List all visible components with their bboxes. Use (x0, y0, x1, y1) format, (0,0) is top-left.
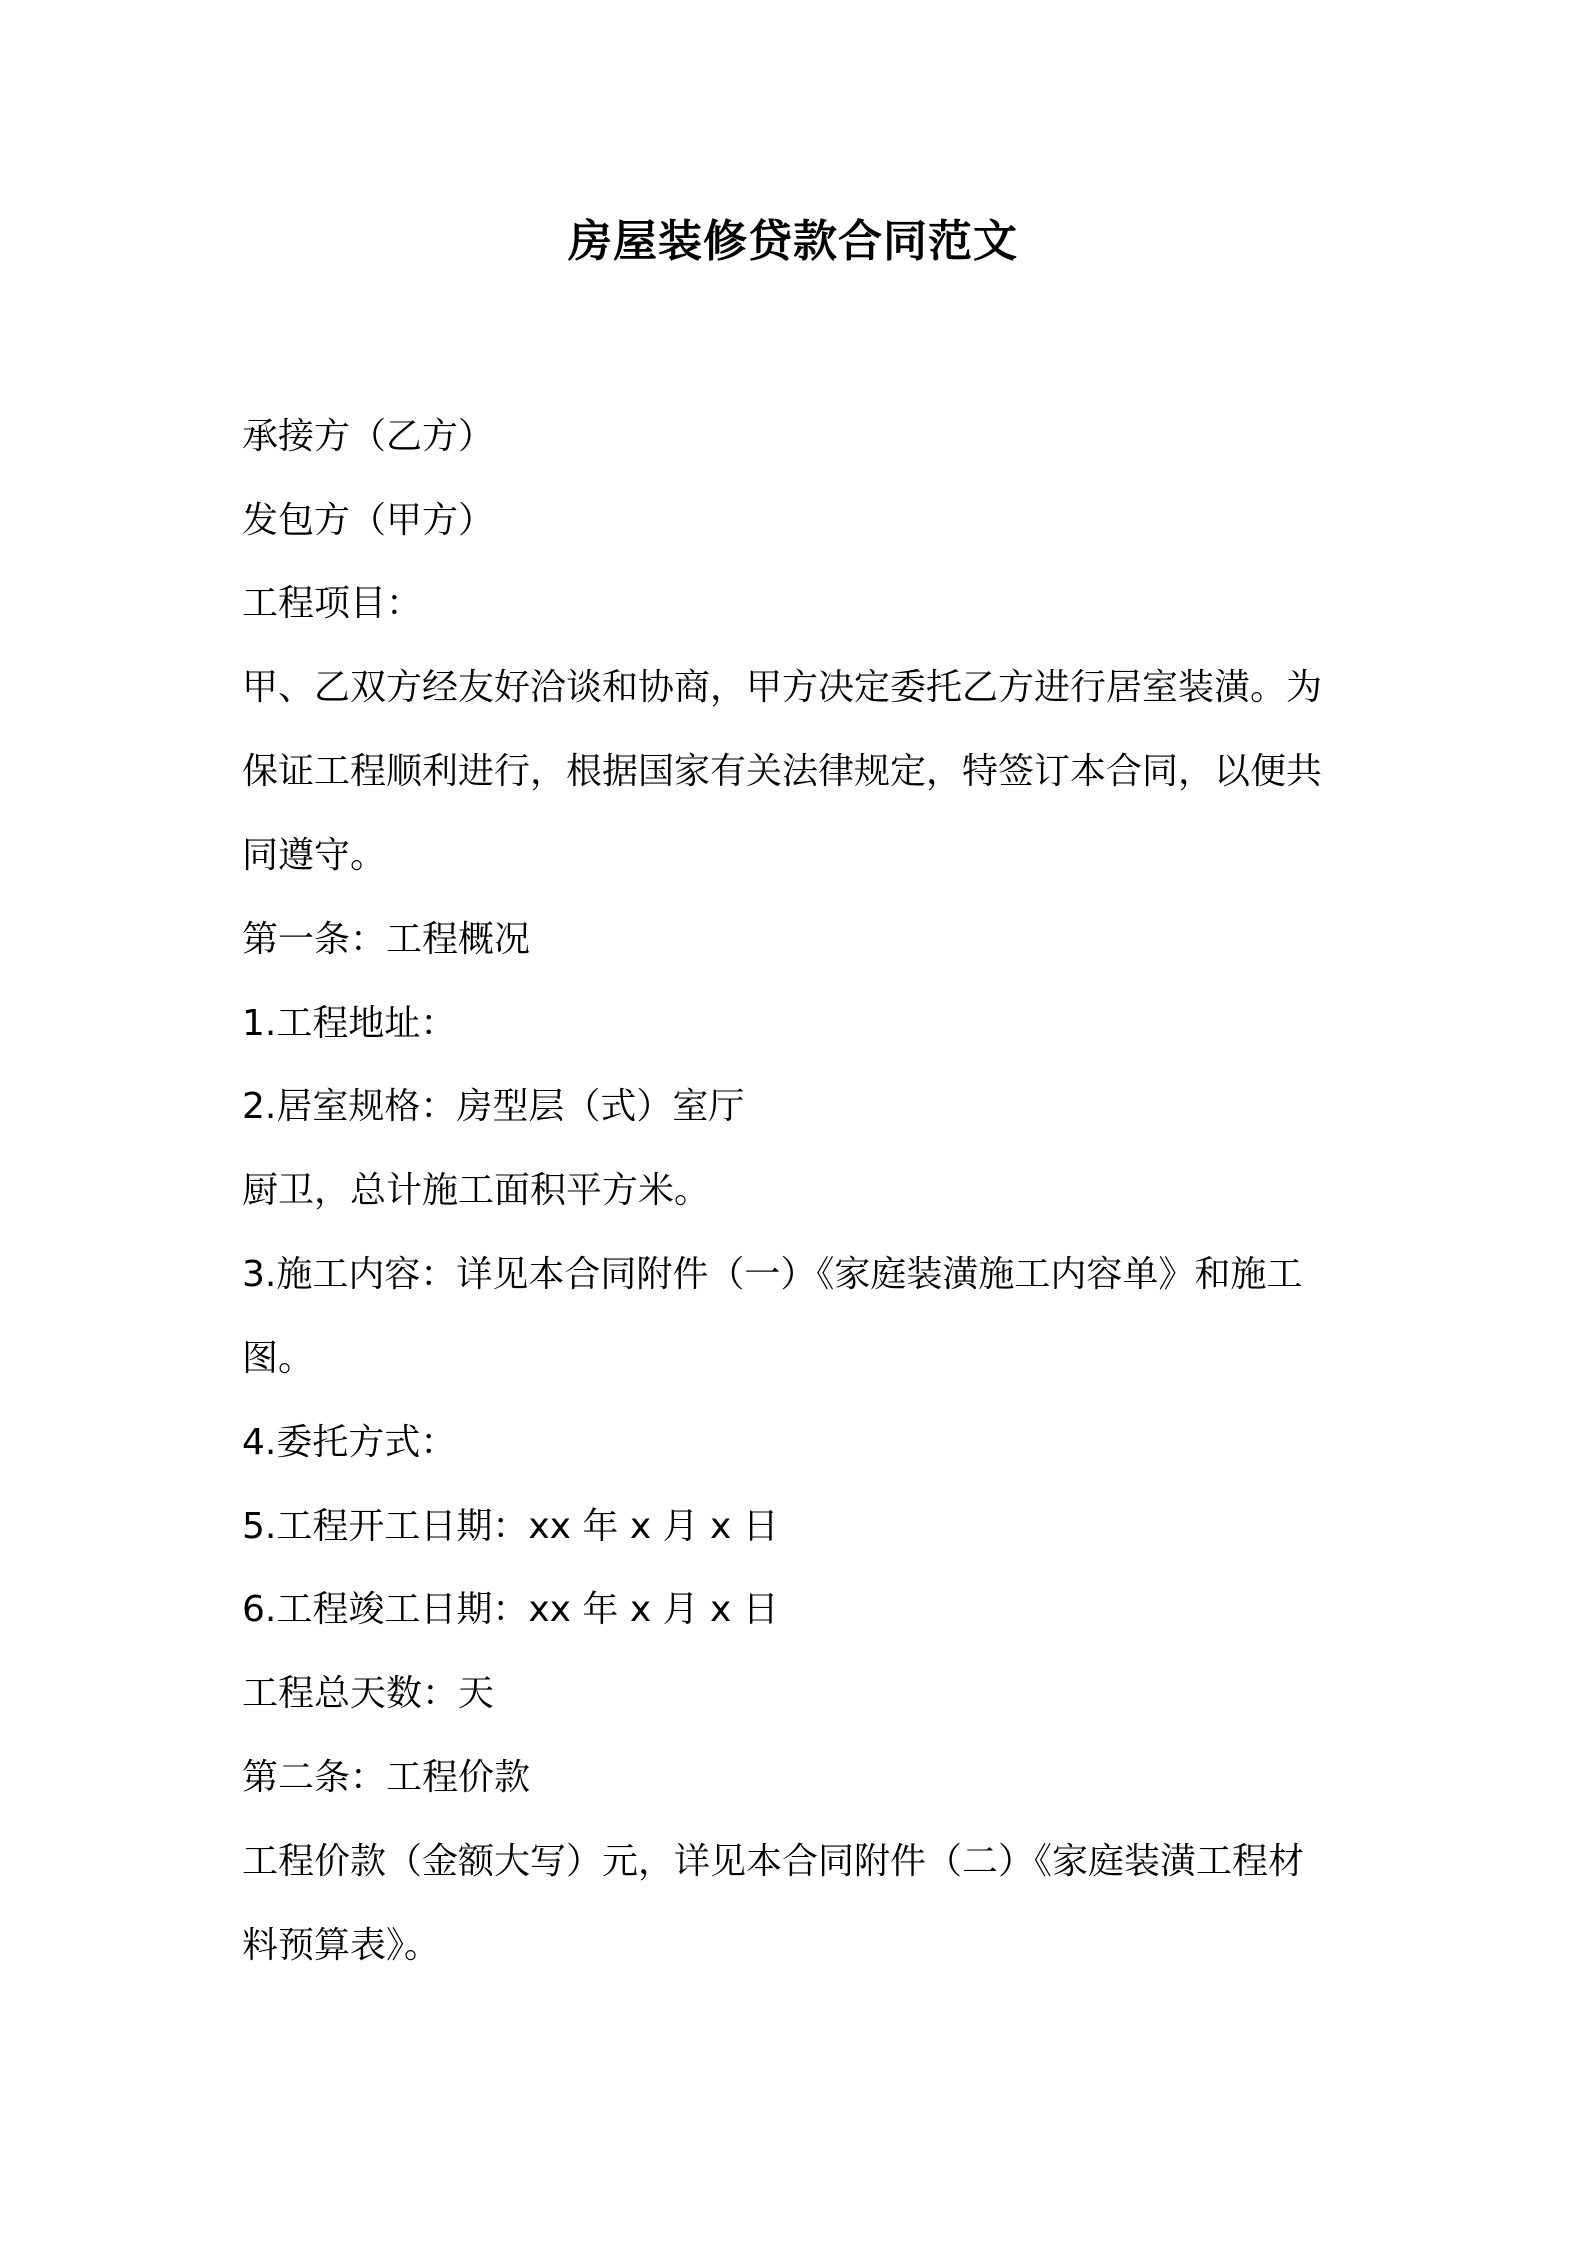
start-date-line: 5.工程开工日期：xx 年 x 月 x 日 (242, 1506, 779, 1547)
party-a-line: 发包方（甲方） (242, 500, 495, 541)
intro-paragraph-line-1: 甲、乙双方经友好洽谈和协商，甲方决定委托乙方进行居室装潢。为 (242, 667, 1323, 708)
completion-date-line: 6.工程竣工日期：xx 年 x 月 x 日 (242, 1589, 779, 1630)
document-title: 房屋装修贷款合同范文 (568, 216, 1018, 267)
project-address-line: 1.工程地址： (242, 1003, 457, 1044)
project-price-line-2: 料预算表》。 (242, 1925, 441, 1966)
room-spec-line: 2.居室规格：房型层（式）室厅 (242, 1086, 745, 1127)
commission-method-line: 4.委托方式： (242, 1422, 457, 1463)
room-spec-continued-line: 厨卫，总计施工面积平方米。 (242, 1170, 711, 1211)
intro-paragraph-line-2: 保证工程顺利进行，根据国家有关法律规定，特签订本合同，以便共 (242, 751, 1323, 792)
party-b-line: 承接方（乙方） (242, 416, 495, 457)
construction-content-line-1: 3.施工内容：详见本合同附件（一）《家庭装潢施工内容单》和施工 (242, 1254, 1303, 1295)
construction-content-line-2: 图。 (242, 1338, 315, 1379)
project-line: 工程项目： (242, 583, 423, 624)
project-price-line-1: 工程价款（金额大写）元，详见本合同附件（二）《家庭装潢工程材 (242, 1841, 1305, 1882)
total-days-line: 工程总天数：天 (242, 1673, 495, 1714)
intro-paragraph-line-3: 同遵守。 (242, 835, 387, 876)
article-1-heading: 第一条：工程概况 (242, 919, 531, 960)
article-2-heading: 第二条：工程价款 (242, 1757, 531, 1798)
